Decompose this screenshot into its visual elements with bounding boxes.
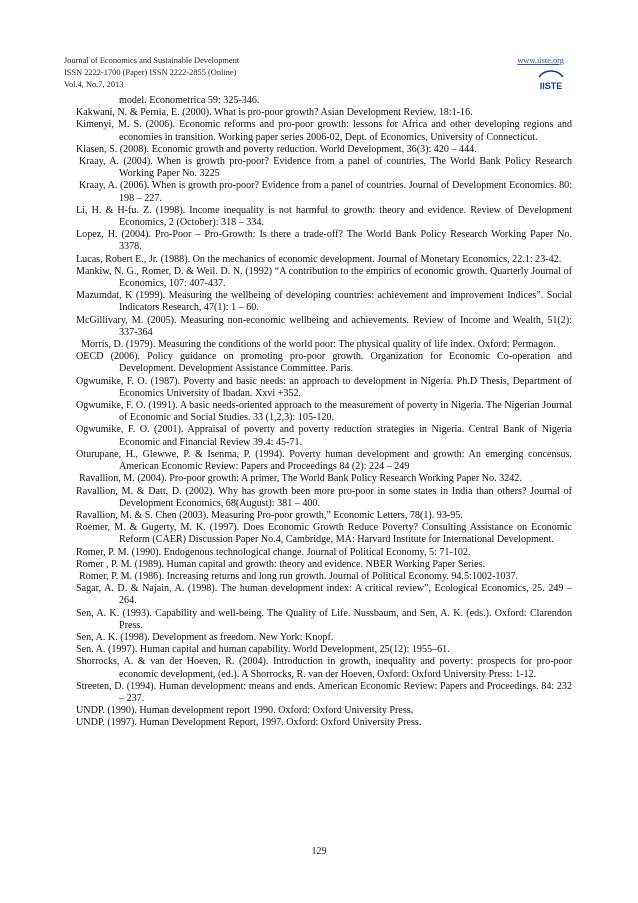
reference-item: Ravallion, M. (2004). Pro-poor growth: A primer, The World Bank Policy Research Working Paper No. 3242.	[79, 473, 522, 485]
journal-volume: Vol.4, No.7, 2013	[64, 80, 124, 89]
reference-item: Kraay, A. (2004). When is growth pro-poor? Evidence from a panel of countries, The World Bank Policy Research Working Paper No. 3225	[79, 156, 572, 180]
reference-item: Streeten, D. (1994). Human development: means and ends. American Economic Review: Papers and Proceedings. 84: 232 – 237.	[76, 680, 572, 704]
reference-item: Roemer, M. & Gugerty, M. K. (1997). Does Economic Growth Reduce Poverty? Consulting Assistance on Economic Reform (CAER) Discussion Paper No.4, Cambridge, MA: Harvard Institute for International Development.	[76, 522, 572, 546]
reference-item: Sagar, A. D. & Najain, A. (1998). The human development index: A critical review”, Ecological Economics, 25. 249 – 264.	[76, 583, 572, 607]
reference-item: Mankiw, N. G., Romer, D. & Weil. D. N. (1992) “A contribution to the empirics of economic growth. Quarterly Journal of Economics, 107: 407-437.	[76, 265, 572, 290]
reference-list	[76, 95, 572, 730]
reference-item: Kimenyi, M. S. (2006). Economic reforms and pro-poor growth: lessons for Africa and other developing regions and economies in transition. Working paper series 2006-02, Dept. of Economics, University of Connecticut.	[76, 119, 572, 143]
reference-item: Sen, A. K. (1993). Capability and well-being. The Quality of Life. Nussbaum, and Sen, A. K. (eds.). Oxford: Clarendon Press.	[76, 607, 572, 631]
logo-text: IISTE	[539, 81, 563, 91]
reference-item: model. Econometrica 59: 325-346.	[119, 95, 260, 106]
reference-item: Lucas, Robert E., Jr. (1988). On the mechanics of economic development. Journal of Monetary Economics, 22.1: 23-42.	[76, 253, 562, 265]
reference-item: Morris, D. (1979). Measuring the conditions of the world poor: The physical quality of life index. Oxford: Permagon.	[81, 339, 556, 351]
reference-item: UNDP. (1997). Human Development Report, 1997. Oxford: Oxford University Press.	[76, 717, 422, 729]
journal-title: Journal of Economics and Sustainable Development	[64, 56, 240, 65]
page-number: 129	[311, 846, 327, 857]
reference-item: Li, H. & H-fu. Z. (1998). Income inequality is not harmful to growth: theory and evidence. Review of Development Economics, 2 (October): 318 – 334.	[76, 204, 572, 229]
reference-item: Oturupane, H., Glewwe, P. & Isenma, P. (1994). Poverty human development and growth: An emerging concensus. American Economic Review: Papers and Proceedings 84 (2): 224 – 249	[76, 448, 572, 473]
reference-item: Romer, P. M. (1986). Increasing returns and long run growth. Journal of Political Economy. 94.5:1002-1037.	[79, 570, 519, 582]
reference-item: McGillivary, M. (2005). Measuring non-economic wellbeing and achievements. Review of Income and Wealth, 51(2): 337-364	[76, 314, 572, 338]
iiste-logo	[536, 68, 566, 92]
page-header	[64, 55, 576, 91]
reference-item: Kakwani, N. & Pernia, E. (2000). What is pro-poor growth? Asian Development Review, 18:1-16.	[76, 107, 473, 119]
journal-issn: ISSN 2222-1700 (Paper) ISSN 2222-2855 (Online)	[64, 68, 237, 77]
reference-item: Ravallion, M. & Datt, D. (2002). Why has growth been more pro-poor in some states in India than others? Journal of Development Economics, 68(August): 381 – 400.	[76, 485, 572, 509]
reference-item: Lopez, H. (2004). Pro-Poor – Pro-Growth: Is there a trade-off? The World Bank Policy Research Working Paper No. 3378.	[76, 229, 572, 253]
reference-item: Romer , P. M. (1989). Human capital and growth: theory and evidence. NBER Working Paper Series.	[76, 558, 486, 570]
journal-url-link[interactable]: www.iiste.org	[517, 56, 564, 65]
reference-item: Ravallion, M. & S. Chen (2003). Measuring Pro-poor growth,” Economic Letters, 78(1). 93-95.	[76, 509, 463, 521]
reference-item: Ogwumike, F. O. (1991). A basic needs-oriented approach to the measurement of poverty in Nigeria. The Nigerian Journal of Economic and Social Studies. 33 (1,2,3): 105-120.	[76, 400, 572, 424]
reference-item: Shorrocks, A. & van der Hoeven, R. (2004). Introduction in growth, inequality and poverty: prospects for pro-poor economic development, (ed.). A Shorrocks, R. van der Hoeven, Oxford: Oxford University Press: 1-12.	[76, 656, 572, 680]
reference-item: OECD (2006). Policy guidance on promoting pro-poor growth. Organization for Economic Co-operation and Development. Development Assistance Committee. Paris.	[76, 351, 572, 375]
reference-item: Ogwumike, F. O. (2001). Appraisal of poverty and poverty reduction strategies in Nigeria. Central Bank of Nigeria Economic and Financial Review 39.4: 45-71.	[76, 424, 572, 448]
reference-item: Kraay, A. (2006). When is growth pro-poor? Evidence from a panel of countries. Journal of Development Economics. 80: 198 – 227.	[79, 180, 572, 204]
reference-item: Mazumdat, K (1999). Measuring the wellbeing of developing countries: achievement and improvement Indices”. Social Indicators Research, 47(1): 1 – 60.	[76, 290, 572, 314]
reference-item: UNDP. (1990). Human development report 1990. Oxford: Oxford University Press.	[76, 705, 414, 717]
reference-item: Romer, P. M. (1990). Endogenous technological change. Journal of Political Economy, 5: 71-102.	[76, 546, 471, 558]
reference-item: Sen, A. K. (1998). Development as freedom. New York: Knopf.	[76, 631, 334, 643]
journal-info	[64, 55, 239, 91]
reference-item: Sen. A. (1997). Human capital and human capability. World Development, 25(12): 1955–61.	[76, 644, 450, 656]
reference-item: Ogwumike, F. O. (1987). Poverty and basic needs: an approach to development in Nigeria. Ph.D Thesis, Department of Economics University of Ibadan. Xxvi +352.	[76, 375, 572, 399]
reference-item: Klasen, S. (2008). Economic growth and poverty reduction. World Development, 36(3): 420 – 444.	[76, 143, 477, 155]
